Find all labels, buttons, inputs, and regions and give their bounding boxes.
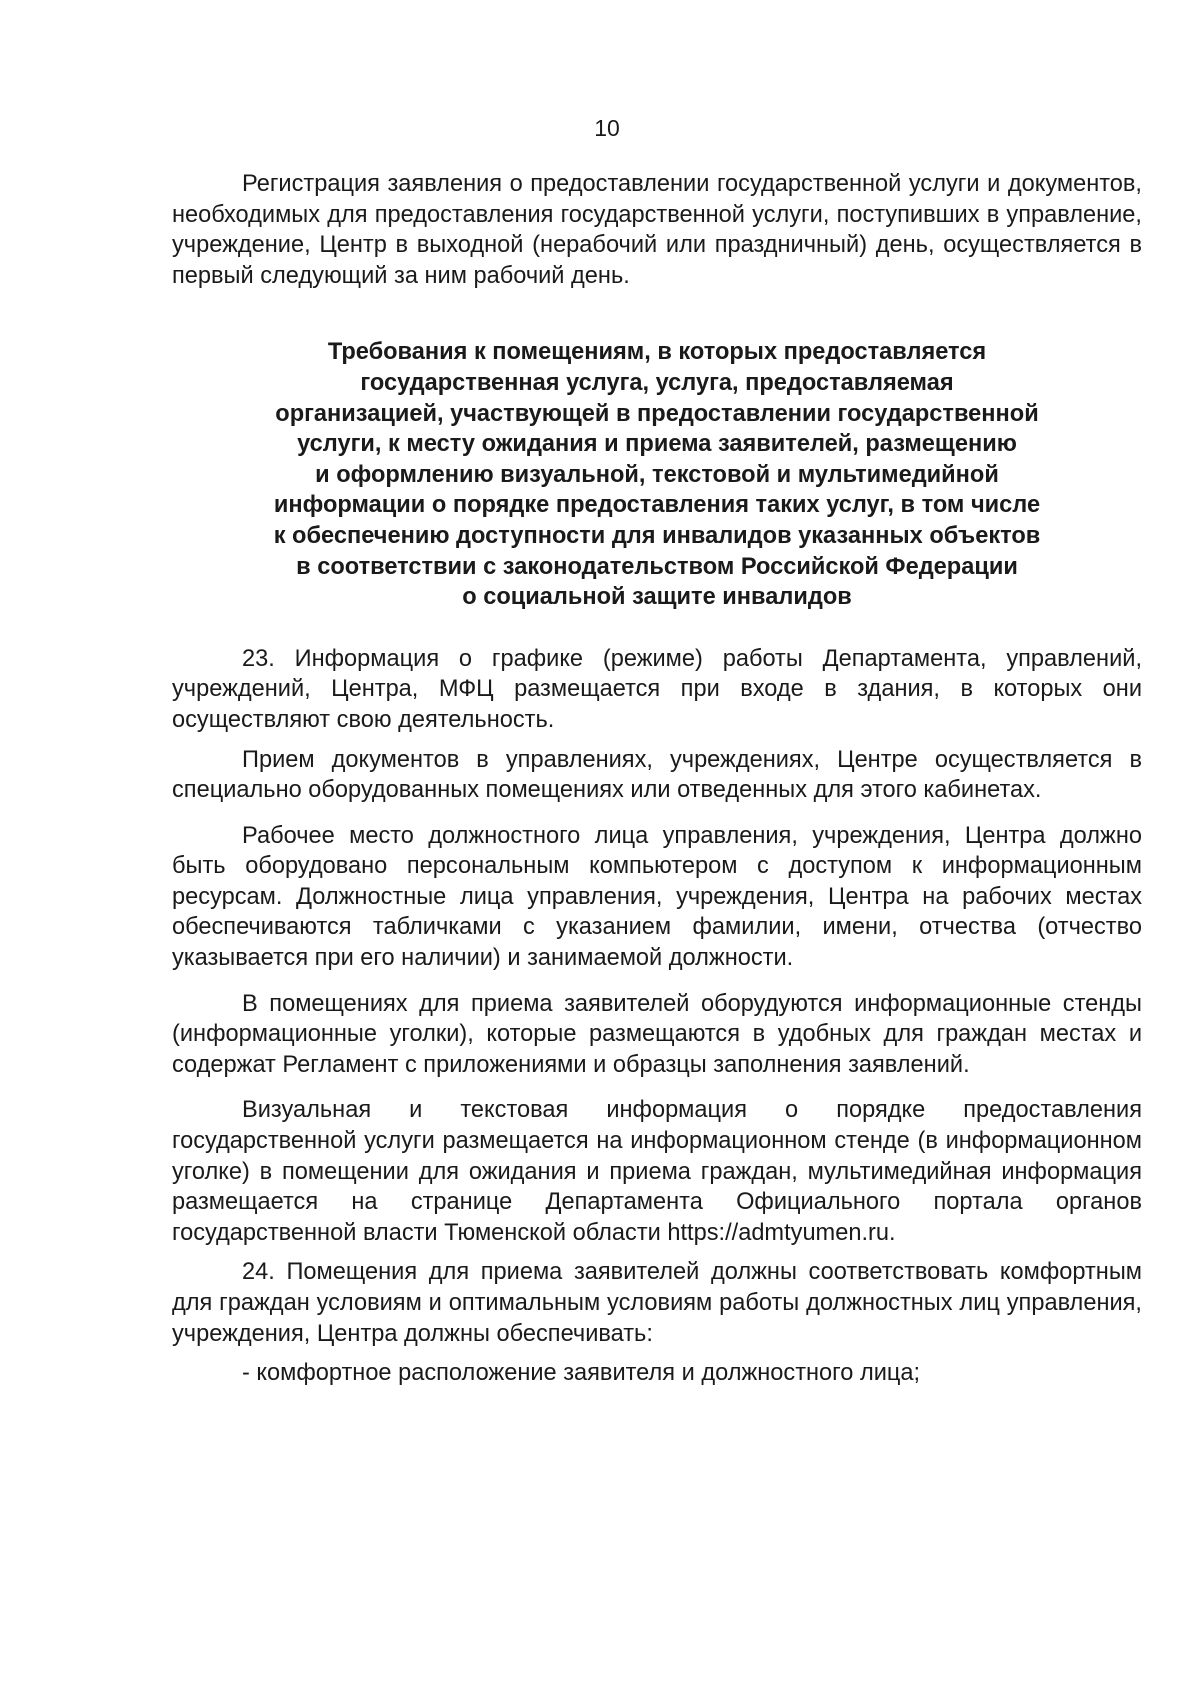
heading-line: информации о порядке предоставления таких услуг, в том числе: [273, 492, 1041, 519]
paragraph-workplace: Рабочее место должностного лица управления, учреждения, Центра должно быть оборудовано персональным компьютером с доступом к информационным ресурсам. Должностные лица управления, учреждения, Центра на рабочих местах обеспечиваются табличками с указанием фамилии, имени, отчества (отчество указывается при его наличии) и занимаемой должности.: [172, 822, 1142, 972]
heading-line: к обеспечению доступности для инвалидов указанных объектов: [273, 522, 1041, 549]
heading-line: государственная услуга, услуга, предоставляемая: [360, 369, 954, 396]
heading-line: услуги, к месту ожидания и приема заявителей, размещению: [297, 431, 1017, 458]
intro-paragraph: Регистрация заявления о предоставлении государственной услуги и документов, необходимых для предоставления государственной услуги, поступивших в управление, учреждение, Центр в выходной (нерабочий или праздничный) день, осуществляется в первый следующий за ним рабочий день.: [172, 171, 1142, 289]
paragraph-document-reception: Прием документов в управлениях, учреждениях, Центре осуществляется в специально оборудованных помещениях или отведенных для этого кабинетах.: [172, 746, 1142, 804]
heading-line: организацией, участвующей в предоставлении государственной: [275, 400, 1039, 427]
heading-line: и оформлению визуальной, текстовой и мультимедийной: [315, 461, 999, 488]
paragraph-24-premises: 24. Помещения для приема заявителей должны соответствовать комфортным для граждан условиям и оптимальным условиям работы должностных лиц управления, учреждения, Центра должны обеспечивать:: [172, 1259, 1142, 1347]
heading-line: Требования к помещениям, в которых предоставляется: [327, 339, 987, 366]
page-number: 10: [594, 115, 620, 141]
heading-line: в соответствии с законодательством Российской Федерации: [296, 553, 1018, 580]
heading-line: о социальной защите инвалидов: [462, 584, 852, 611]
section-heading: [172, 337, 1142, 612]
paragraph-info-stands: В помещениях для приема заявителей оборудуются информационные стенды (информационные уголки), которые размещаются в удобных для граждан местах и содержат Регламент с приложениями и образцы заполнения заявлений.: [172, 990, 1142, 1078]
list-item-comfortable-placement: - комфортное расположение заявителя и должностного лица;: [242, 1360, 921, 1387]
paragraph-23-info-schedule: 23. Информация о графике (режиме) работы Департамента, управлений, учреждений, Центра, МФЦ размещается при входе в здания, в которых они осуществляют свою деятельность.: [172, 645, 1142, 733]
paragraph-visual-info: Визуальная и текстовая информация о порядке предоставления государственной услуги размещается на информационном стенде (в информационном уголке) в помещении для ожидания и приема граждан, мультимедийная информация размещается на странице Департамента Официального портала органов государственной власти Тюменской области https://admtyumen.ru.: [172, 1097, 1142, 1246]
document-body: [172, 169, 1142, 1389]
